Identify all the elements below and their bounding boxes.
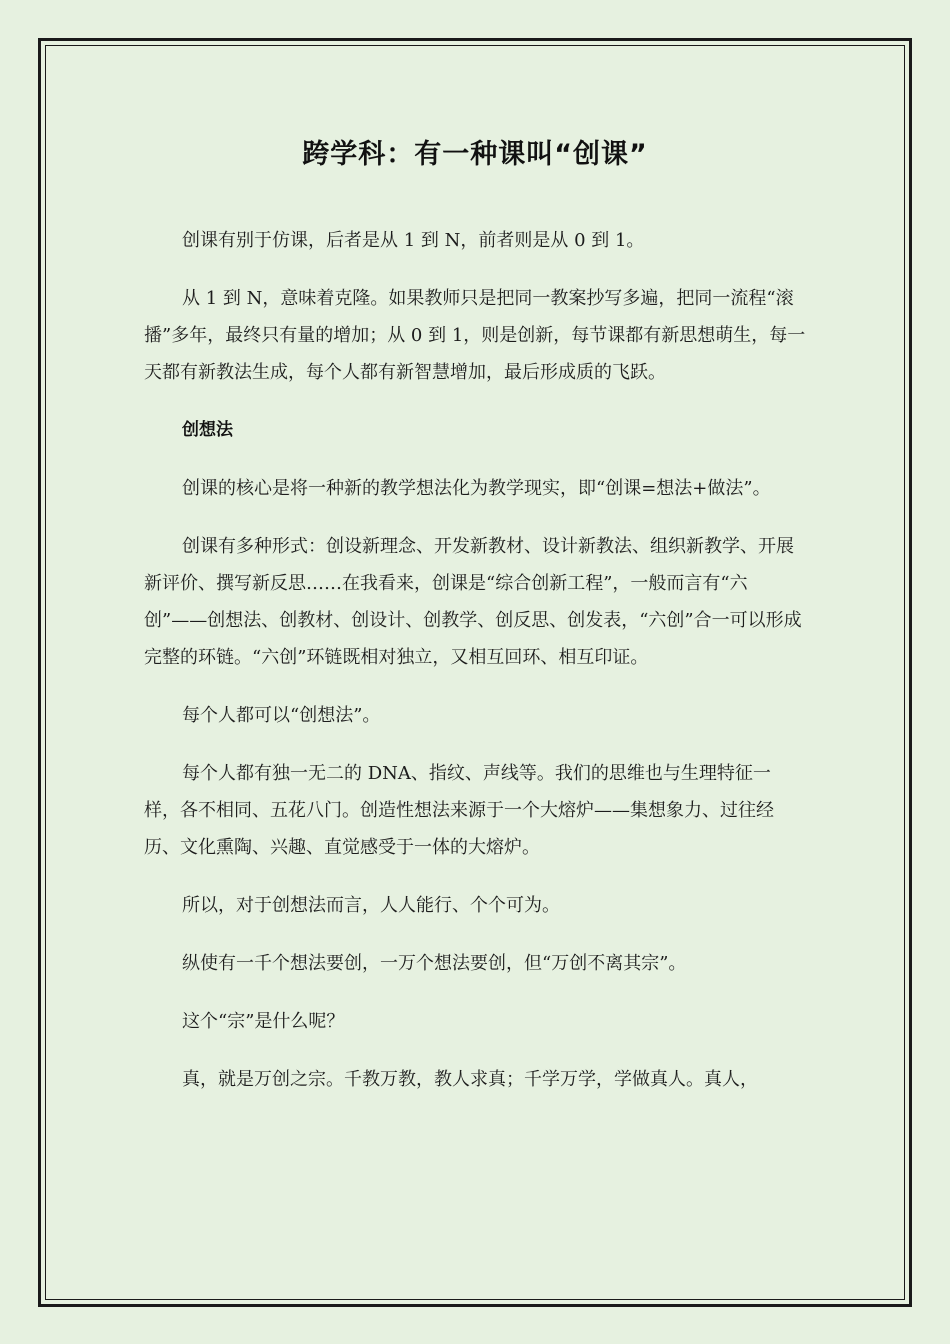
paragraph-so: 所以，对于创想法而言，人人能行、个个可为。 [182,895,560,916]
document-title: 跨学科：有一种课叫“创课” [302,139,648,170]
paragraph-everyone: 每个人都可以“创想法”。 [182,705,381,726]
paragraph-forms: 创课有多种形式：创设新理念、开发新教材、设计新教法、组织新教学、开展新评价、撰写新反思……在我看来，创课是“综合创新工程”，一般而言有“六创”——创想法、创教材、创设计、创教学、创反思、创发表，“六创”合一可以形成完整的环链。“六创”环链既相对独立，又相互回环、相互印证。 [144,536,802,668]
document-body [144,222,806,1119]
paragraph-thousand: 纵使有一千个想法要创，一万个想法要创，但“万创不离其宗”。 [182,953,687,974]
paragraph-question: 这个“宗”是什么呢？ [182,1011,345,1032]
paragraph-intro: 创课有别于仿课，后者是从 1 到 N，前者则是从 0 到 1。 [182,230,645,251]
section-heading: 创想法 [182,420,233,440]
paragraph-core: 创课的核心是将一种新的教学想法化为教学现实，即“创课=想法+做法”。 [182,478,771,499]
paragraph-truth: 真，就是万创之宗。千教万教，教人求真；千学万学，学做真人。真人， [182,1069,758,1090]
paragraph-dna: 每个人都有独一无二的 DNA、指纹、声线等。我们的思维也与生理特征一样，各不相同、五花八门。创造性想法来源于一个大熔炉——集想象力、过往经历、文化熏陶、兴趣、直觉感受于一体的大熔炉。 [144,763,774,858]
paragraph-clone: 从 1 到 N，意味着克隆。如果教师只是把同一教案抄写多遍，把同一流程“滚播”多年，最终只有量的增加；从 0 到 1，则是创新，每节课都有新思想萌生，每一天都有新教法生成，每个人都有新智慧增加，最后形成质的飞跃。 [144,288,806,383]
